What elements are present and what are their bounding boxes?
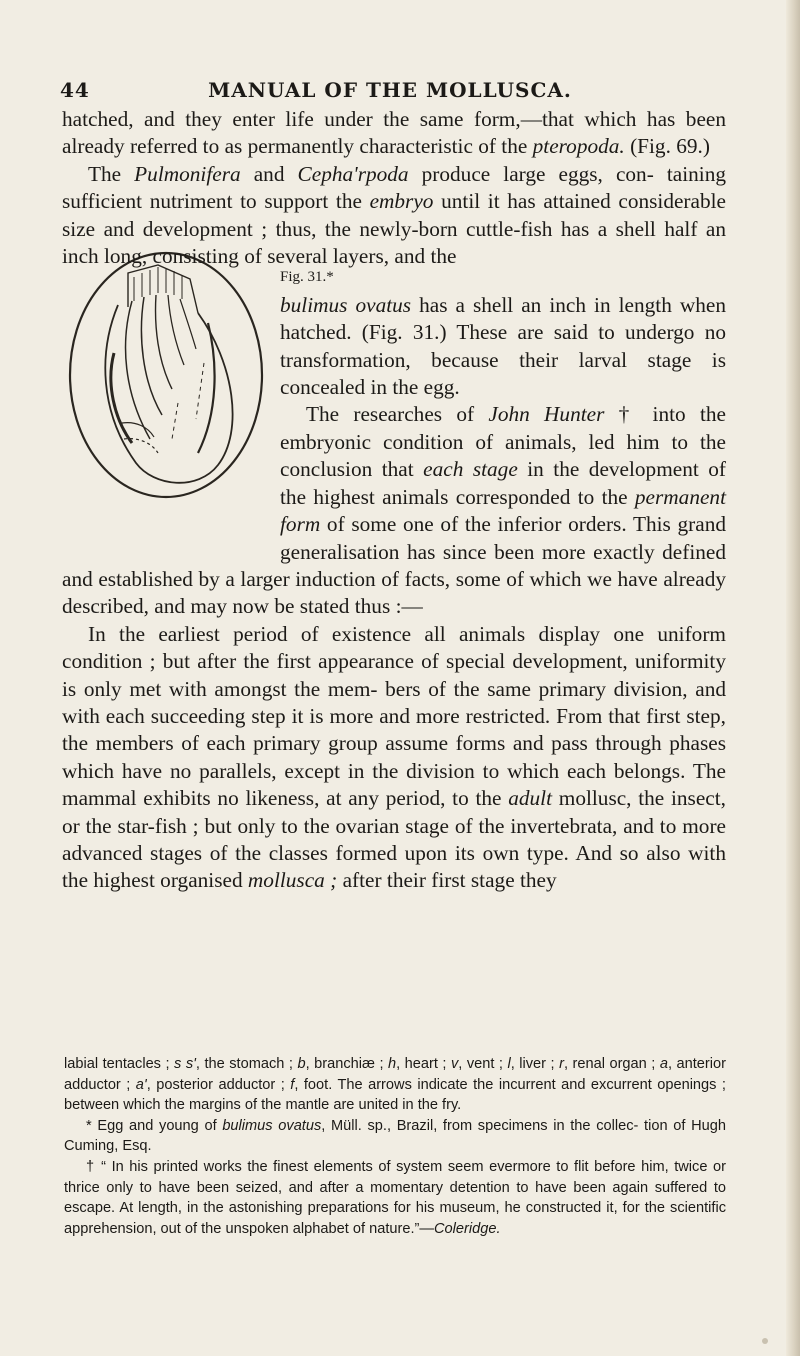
- italic-text: h: [388, 1056, 397, 1072]
- body-text: [62, 106, 726, 895]
- italic-text: v: [450, 1056, 459, 1072]
- footnotes: [64, 1054, 726, 1239]
- text: * Egg and young of: [86, 1117, 223, 1134]
- figure-31: [58, 243, 268, 543]
- text: produce large eggs, con- taining sufficient nutriment to support the: [62, 161, 726, 214]
- text: , Müll. sp., Brazil, from specimens in the collec- tion of Hugh Cuming, Esq.: [64, 1117, 726, 1155]
- italic-text: Cepha'rpoda: [297, 161, 409, 186]
- text: , vent ;: [458, 1056, 508, 1072]
- italic-text: John Hunter: [488, 402, 605, 427]
- text: † “ In his printed works the finest elements of system seem evermore to flit before him, twice or thrice only to have been seized, and after a momentary detention to have been again suffered to escape. At length, in the astonishing preparations for his museum, he constructed it, for the scientific apprehension, out of the unspoken alphabet of nature.”—: [64, 1158, 726, 1237]
- footnote-dagger: [64, 1157, 726, 1239]
- italic-text: permanent form: [280, 484, 726, 537]
- text: , foot. The arrows indicate the incurrent and excurrent openings ; between which the margins of the mantle are united in the fry.: [64, 1076, 726, 1114]
- text: labial tentacles ;: [64, 1056, 175, 1072]
- italic-text: a: [659, 1056, 668, 1072]
- text: and: [240, 161, 298, 186]
- italic-text: pteropoda.: [532, 134, 625, 159]
- page-header: [60, 78, 720, 108]
- italic-text: each stage: [423, 457, 518, 482]
- paragraph-1: [62, 106, 726, 161]
- text: † into the embryonic condition of animals, led him to the conclusion that: [280, 402, 726, 482]
- text: has a shell an inch in length when hatched. (Fig. 31.) These are said to undergo no transformation, because their larval stage is concealed in the egg.: [280, 292, 726, 400]
- italic-text: l: [507, 1056, 511, 1072]
- italic-text: r: [559, 1056, 564, 1072]
- figure-label: Fig. 31.*: [280, 269, 334, 286]
- page-edge: [786, 0, 800, 1356]
- text: The: [88, 161, 135, 186]
- text: , anterior adductor ;: [64, 1056, 726, 1093]
- egg-embryo-illustration: [58, 243, 268, 523]
- page-number: 44: [60, 78, 90, 102]
- paragraph-2: [62, 161, 726, 271]
- text: hatched, and they enter life under the same form,—that which has been already referred to as permanently characteristic of the: [62, 107, 726, 159]
- italic-text: Pulmonifera: [134, 161, 241, 186]
- running-head: MANUAL OF THE MOLLUSCA.: [208, 78, 572, 102]
- footnote-asterisk: [64, 1116, 726, 1157]
- text: , liver ;: [510, 1056, 560, 1072]
- italic-text: adult: [508, 786, 553, 811]
- text: The researches of: [306, 402, 489, 427]
- paragraph-4: [62, 621, 726, 895]
- italic-text: bulimus ovatus: [280, 292, 412, 317]
- text: , posterior adductor ;: [146, 1076, 291, 1093]
- italic-text: Coleridge.: [433, 1220, 501, 1237]
- italic-text: s s': [174, 1056, 196, 1072]
- italic-text: f: [290, 1076, 295, 1093]
- text: mollusc, the insect, or the star-fish ; but only to the ovarian stage of the invertebrata, and to more advanced stages of the classes formed upon its own type. And so also with the highest organised: [62, 786, 726, 893]
- footnote-continued: [64, 1054, 726, 1116]
- text: until it has attained considerable size and development ; thus, the newly-born cuttle-fish has a shell half an inch long, consisting of several layers, and the: [62, 189, 726, 269]
- italic-text: a': [135, 1076, 147, 1093]
- text: , renal organ ;: [563, 1056, 660, 1072]
- italic-text: mollusca ;: [247, 868, 338, 893]
- italic-text: b: [297, 1056, 306, 1072]
- text: , heart ;: [396, 1056, 451, 1072]
- italic-text: embryo: [369, 189, 434, 214]
- text: , the stomach ;: [195, 1056, 298, 1072]
- text: , branchiæ ;: [305, 1056, 388, 1072]
- text: in the development of the highest animals corresponded to the: [280, 457, 727, 509]
- italic-text: bulimus ovatus: [222, 1117, 322, 1134]
- text: In the earliest period of existence all animals display one uniform condition ; but after the first appearance of special development, uniformity is only met with amongst the mem- bers of the same primary division, and with each succeeding step it is more and more restricted. From that first step, the members of each primary group assume forms and pass through phases which have no parallels, except in the division to which each belongs. The mammal exhibits no likeness, at any period, to the: [62, 621, 726, 811]
- paper-speck: [762, 1338, 768, 1344]
- text: after their first stage they: [337, 868, 557, 893]
- text: of some one of the inferior orders. This grand generalisation has since been more exactly defined and established by a larger induction of facts, some of which we have already described, and may now be stated thus :—: [62, 512, 726, 619]
- text: (Fig. 69.): [624, 134, 710, 159]
